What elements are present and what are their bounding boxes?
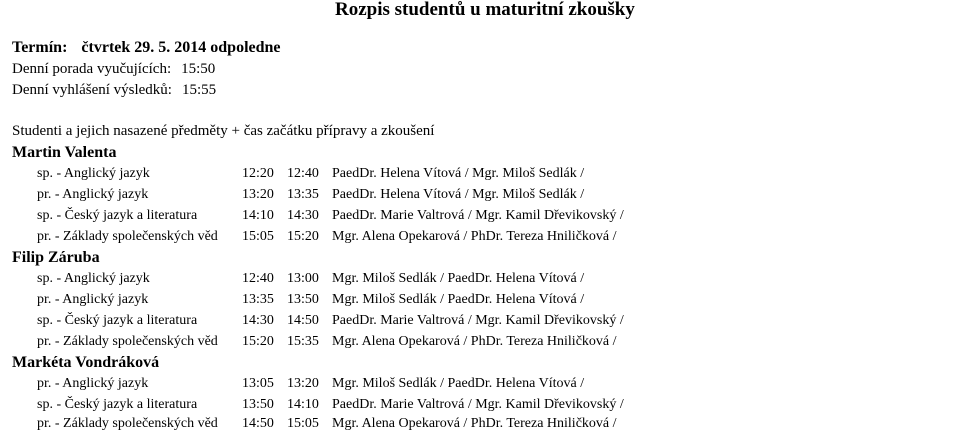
- exam-subject: pr. - Základy společenských věd: [37, 416, 218, 431]
- exam-subject: pr. - Anglický jazyk: [37, 376, 149, 391]
- term-label: Termín:: [12, 39, 68, 56]
- meeting-label: Denní porada vyučujících:: [12, 61, 172, 77]
- meeting-time: 15:50: [181, 61, 216, 77]
- exam-subject: pr. - Anglický jazyk: [37, 292, 149, 307]
- exam-start-time: 15:05: [242, 229, 274, 244]
- exam-subject: sp. - Anglický jazyk: [37, 166, 150, 181]
- exam-subject: pr. - Anglický jazyk: [37, 187, 149, 202]
- exam-examiners: PaedDr. Helena Vítová / Mgr. Miloš Sedlák /: [332, 187, 585, 202]
- section-heading: Studenti a jejich nasazené předměty + čas začátku přípravy a zkoušení: [12, 123, 435, 139]
- exam-start-time: 13:05: [242, 376, 274, 391]
- exam-end-time: 14:10: [287, 397, 319, 412]
- exam-subject: pr. - Základy společenských věd: [37, 334, 218, 349]
- exam-end-time: 13:50: [287, 292, 319, 307]
- exam-start-time: 15:20: [242, 334, 274, 349]
- exam-term: [12, 39, 281, 57]
- exam-end-time: 15:05: [287, 416, 319, 431]
- exam-end-time: 15:20: [287, 229, 319, 244]
- exam-examiners: PaedDr. Marie Valtrová / Mgr. Kamil Dřevikovský /: [332, 397, 624, 412]
- exam-examiners: PaedDr. Marie Valtrová / Mgr. Kamil Dřevikovský /: [332, 208, 624, 223]
- exam-examiners: Mgr. Alena Opekarová / PhDr. Tereza Hniličková /: [332, 334, 617, 349]
- exam-subject: sp. - Český jazyk a literatura: [37, 208, 198, 223]
- exam-end-time: 12:40: [287, 166, 319, 181]
- exam-end-time: 13:00: [287, 271, 319, 286]
- exam-end-time: 13:20: [287, 376, 319, 391]
- exam-start-time: 13:50: [242, 397, 274, 412]
- exam-start-time: 13:35: [242, 292, 274, 307]
- exam-start-time: 12:40: [242, 271, 274, 286]
- exam-start-time: 12:20: [242, 166, 274, 181]
- exam-examiners: Mgr. Miloš Sedlák / PaedDr. Helena Vítová /: [332, 271, 585, 286]
- student-name: Markéta Vondráková: [12, 354, 160, 371]
- exam-examiners: PaedDr. Helena Vítová / Mgr. Miloš Sedlák /: [332, 166, 585, 181]
- document-title: Rozpis studentů u maturitní zkoušky: [335, 0, 635, 20]
- exam-start-time: 14:10: [242, 208, 274, 223]
- meeting-label: Denní vyhlášení výsledků:: [12, 82, 172, 98]
- exam-end-time: 13:35: [287, 187, 319, 202]
- exam-examiners: Mgr. Alena Opekarová / PhDr. Tereza Hniličková /: [332, 229, 617, 244]
- exam-subject: sp. - Český jazyk a literatura: [37, 397, 198, 412]
- exam-examiners: Mgr. Miloš Sedlák / PaedDr. Helena Vítová /: [332, 376, 585, 391]
- results-announcement-time: [12, 82, 216, 99]
- exam-subject: sp. - Anglický jazyk: [37, 271, 150, 286]
- exam-examiners: Mgr. Alena Opekarová / PhDr. Tereza Hniličková /: [332, 416, 617, 431]
- exam-start-time: 13:20: [242, 187, 274, 202]
- student-name: Filip Záruba: [12, 249, 100, 266]
- student-name: Martin Valenta: [12, 144, 117, 161]
- exam-end-time: 15:35: [287, 334, 319, 349]
- exam-end-time: 14:50: [287, 313, 319, 328]
- exam-subject: sp. - Český jazyk a literatura: [37, 313, 198, 328]
- exam-examiners: Mgr. Miloš Sedlák / PaedDr. Helena Vítová /: [332, 292, 585, 307]
- exam-start-time: 14:50: [242, 416, 274, 431]
- staff-meeting-time: [12, 61, 215, 78]
- exam-examiners: PaedDr. Marie Valtrová / Mgr. Kamil Dřevikovský /: [332, 313, 624, 328]
- exam-subject: pr. - Základy společenských věd: [37, 229, 218, 244]
- exam-end-time: 14:30: [287, 208, 319, 223]
- meeting-time: 15:55: [181, 82, 217, 98]
- exam-start-time: 14:30: [242, 313, 274, 328]
- term-value: čtvrtek 29. 5. 2014 odpoledne: [81, 39, 281, 56]
